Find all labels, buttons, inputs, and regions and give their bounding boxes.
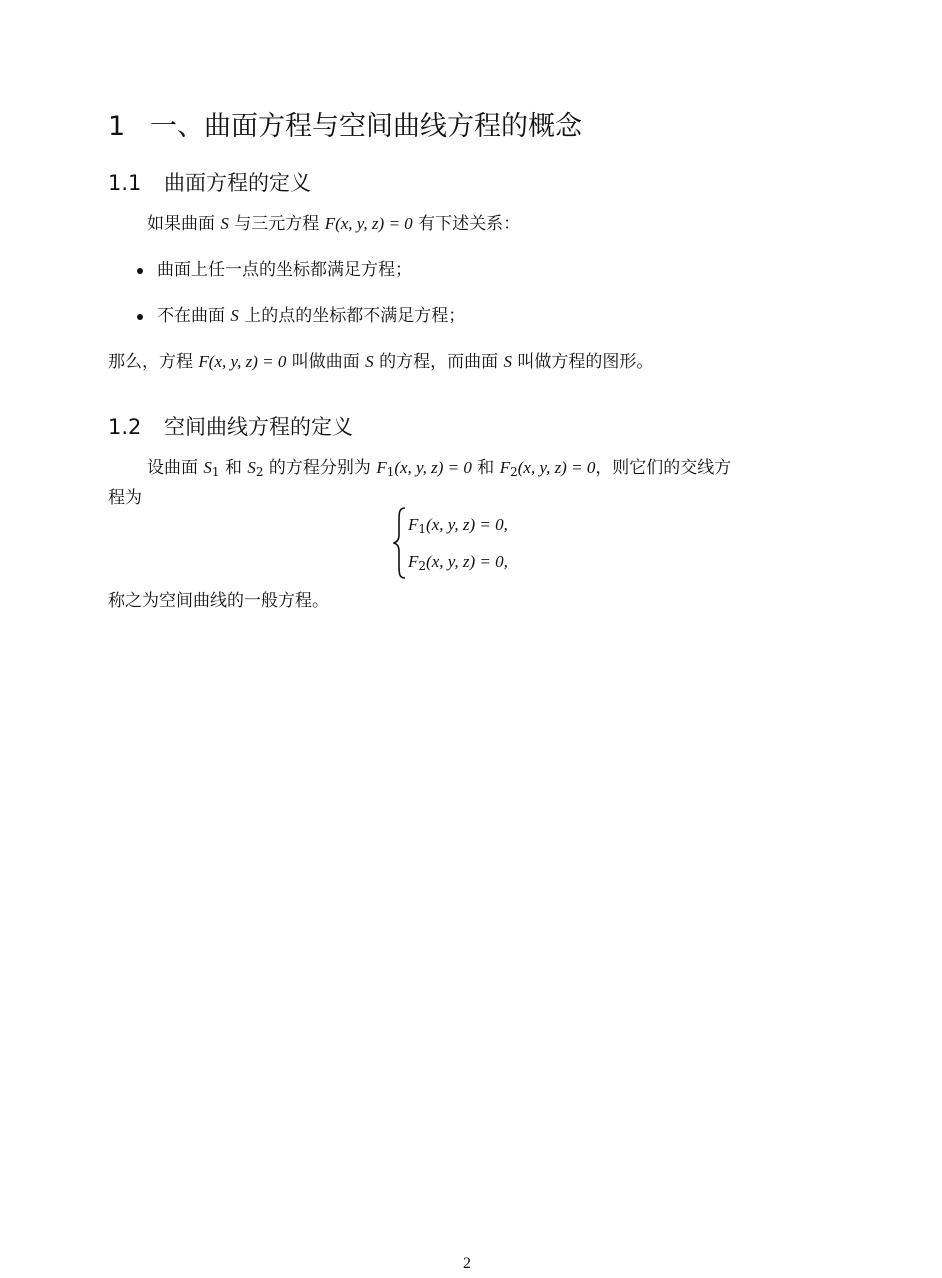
math-args: (x, y, z) = 0,: [426, 552, 508, 571]
text: 的方程分别为: [263, 458, 377, 478]
subsection-heading-1: [108, 167, 311, 197]
math-F: F: [408, 515, 419, 534]
text: 如果曲面: [147, 214, 221, 234]
subscript: 1: [418, 522, 427, 536]
subscript: 2: [255, 465, 264, 479]
subsection-title: 曲面方程的定义: [164, 171, 311, 195]
section-title: 一、曲面方程与空间曲线方程的概念: [150, 111, 582, 142]
subscript: 2: [510, 465, 518, 479]
math-S: S: [503, 352, 512, 371]
math-S: S: [247, 458, 256, 477]
text: 和: [219, 458, 248, 478]
math-F: F: [499, 458, 511, 477]
subsection-title: 空间曲线方程的定义: [164, 415, 353, 439]
math-F: F: [376, 458, 387, 477]
subsection-heading-2: [108, 411, 353, 441]
equation-system-row-1: [408, 514, 508, 536]
math-args: (x, y, z) = 0,: [426, 515, 508, 534]
math-S: S: [365, 352, 374, 371]
subsection-number: 1.1: [108, 171, 142, 195]
paragraph-curve-line2: [108, 487, 142, 509]
paragraph-curve-line1: [147, 457, 731, 479]
text: 与三元方程: [228, 214, 325, 234]
math-equation: F(x, y, z) = 0: [324, 214, 413, 233]
text: ，则它们的交线方: [595, 458, 732, 478]
subsection-number: 1.2: [108, 415, 142, 439]
text: 和: [471, 458, 500, 478]
subscript: 1: [386, 465, 395, 479]
text: 不在曲面: [157, 306, 231, 326]
subscript: 2: [418, 559, 427, 573]
section-number: 1: [108, 111, 126, 142]
list-item: [157, 259, 412, 281]
math-args: (x, y, z) = 0: [394, 458, 472, 477]
text: 叫做曲面: [286, 352, 366, 372]
math-S: S: [203, 458, 212, 477]
paragraph-curve-conclusion: [108, 590, 329, 612]
list-item-text: 曲面上任一点的坐标都满足方程；: [157, 260, 412, 280]
text: 上的点的坐标都不满足方程；: [238, 306, 466, 326]
text: 叫做方程的图形。: [511, 352, 654, 372]
text: 的方程，而曲面: [373, 352, 504, 372]
list-item: [157, 305, 465, 327]
math-S: S: [220, 214, 229, 233]
paragraph-conclusion: [108, 351, 653, 373]
text: 设曲面: [147, 458, 204, 478]
math-F: F: [408, 552, 419, 571]
left-brace: [393, 507, 407, 579]
equation-system-row-2: [408, 551, 508, 573]
paragraph-intro: [147, 213, 520, 235]
text: 那么，方程: [108, 352, 199, 372]
bullet-icon: [137, 314, 143, 320]
page-number: 2: [463, 1255, 471, 1272]
text: 程为: [108, 488, 142, 508]
text: 称之为空间曲线的一般方程。: [108, 591, 329, 611]
bullet-icon: [137, 268, 143, 274]
math-args: (x, y, z) = 0: [517, 458, 596, 477]
math-S: S: [230, 306, 239, 325]
text: 有下述关系：: [412, 214, 521, 234]
subscript: 1: [211, 465, 220, 479]
section-heading: [108, 104, 582, 143]
math-equation: F(x, y, z) = 0: [198, 352, 287, 371]
